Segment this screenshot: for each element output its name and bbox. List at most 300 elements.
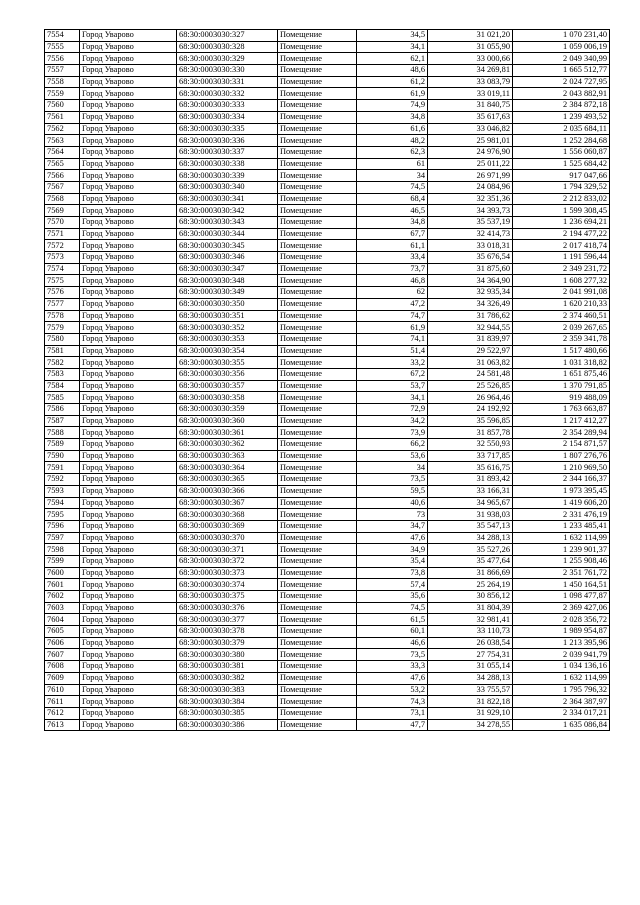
area-cell: 34,1: [357, 41, 428, 53]
settlement-cell: Город Уварово: [80, 544, 177, 556]
cadastral-number-cell: 68:30:0003030:353: [177, 333, 278, 345]
row-number-cell: 7595: [45, 509, 80, 521]
area-cell: 47,6: [357, 532, 428, 544]
settlement-cell: Город Уварово: [80, 707, 177, 719]
settlement-cell: Город Уварово: [80, 41, 177, 53]
area-cell: 61,9: [357, 322, 428, 334]
cadastral-value-cell: 1 632 114,99: [513, 532, 610, 544]
row-number-cell: 7609: [45, 672, 80, 684]
row-number-cell: 7607: [45, 649, 80, 661]
unit-value-cell: 35 527,26: [428, 544, 513, 556]
cadastral-value-cell: 1 236 694,21: [513, 217, 610, 229]
area-cell: 67,7: [357, 228, 428, 240]
row-number-cell: 7580: [45, 333, 80, 345]
cadastral-value-cell: 919 488,09: [513, 392, 610, 404]
row-number-cell: 7556: [45, 53, 80, 65]
object-type-cell: Помещение: [278, 240, 357, 252]
unit-value-cell: 31 938,03: [428, 509, 513, 521]
settlement-cell: Город Уварово: [80, 205, 177, 217]
unit-value-cell: 31 822,18: [428, 696, 513, 708]
object-type-cell: Помещение: [278, 65, 357, 77]
area-cell: 40,6: [357, 497, 428, 509]
area-cell: 35,6: [357, 591, 428, 603]
cadastral-value-cell: 2 017 418,74: [513, 240, 610, 252]
area-cell: 74,1: [357, 333, 428, 345]
settlement-cell: Город Уварово: [80, 404, 177, 416]
table-row: [45, 41, 610, 53]
table-row: [45, 123, 610, 135]
object-type-cell: Помещение: [278, 217, 357, 229]
area-cell: 59,5: [357, 485, 428, 497]
table-row: [45, 544, 610, 556]
unit-value-cell: 25 011,22: [428, 158, 513, 170]
settlement-cell: Город Уварово: [80, 275, 177, 287]
cadastral-number-cell: 68:30:0003030:356: [177, 368, 278, 380]
cadastral-value-cell: 1 239 493,52: [513, 111, 610, 123]
row-number-cell: 7584: [45, 380, 80, 392]
cadastral-value-cell: 2 351 761,72: [513, 567, 610, 579]
cadastral-value-cell: 1 098 477,87: [513, 591, 610, 603]
row-number-cell: 7608: [45, 661, 80, 673]
cadastral-number-cell: 68:30:0003030:337: [177, 146, 278, 158]
table-row: [45, 661, 610, 673]
cadastral-value-cell: 2 035 684,11: [513, 123, 610, 135]
cadastral-number-cell: 68:30:0003030:359: [177, 404, 278, 416]
table-body: [45, 30, 610, 731]
cadastral-value-cell: 1 763 663,87: [513, 404, 610, 416]
settlement-cell: Город Уварово: [80, 427, 177, 439]
object-type-cell: Помещение: [278, 252, 357, 264]
settlement-cell: Город Уварово: [80, 614, 177, 626]
row-number-cell: 7588: [45, 427, 80, 439]
row-number-cell: 7575: [45, 275, 80, 287]
settlement-cell: Город Уварово: [80, 415, 177, 427]
object-type-cell: Помещение: [278, 76, 357, 88]
row-number-cell: 7560: [45, 100, 80, 112]
settlement-cell: Город Уварово: [80, 357, 177, 369]
table-row: [45, 181, 610, 193]
cadastral-value-cell: 1 034 136,16: [513, 661, 610, 673]
table-row: [45, 205, 610, 217]
object-type-cell: Помещение: [278, 135, 357, 147]
area-cell: 33,2: [357, 357, 428, 369]
row-number-cell: 7613: [45, 719, 80, 731]
cadastral-value-cell: 1 210 969,50: [513, 462, 610, 474]
object-type-cell: Помещение: [278, 404, 357, 416]
cadastral-number-cell: 68:30:0003030:335: [177, 123, 278, 135]
object-type-cell: Помещение: [278, 41, 357, 53]
settlement-cell: Город Уварово: [80, 509, 177, 521]
area-cell: 46,5: [357, 205, 428, 217]
area-cell: 47,2: [357, 298, 428, 310]
object-type-cell: Помещение: [278, 661, 357, 673]
area-cell: 72,9: [357, 404, 428, 416]
cadastral-value-cell: 2 028 356,72: [513, 614, 610, 626]
settlement-cell: Город Уварово: [80, 520, 177, 532]
row-number-cell: 7589: [45, 439, 80, 451]
cadastral-number-cell: 68:30:0003030:339: [177, 170, 278, 182]
unit-value-cell: 24 976,90: [428, 146, 513, 158]
area-cell: 51,4: [357, 345, 428, 357]
row-number-cell: 7585: [45, 392, 80, 404]
cadastral-number-cell: 68:30:0003030:332: [177, 88, 278, 100]
settlement-cell: Город Уварово: [80, 123, 177, 135]
table-row: [45, 298, 610, 310]
cadastral-value-cell: 1 450 164,51: [513, 579, 610, 591]
settlement-cell: Город Уварово: [80, 193, 177, 205]
object-type-cell: Помещение: [278, 649, 357, 661]
row-number-cell: 7594: [45, 497, 80, 509]
unit-value-cell: 34 278,55: [428, 719, 513, 731]
row-number-cell: 7587: [45, 415, 80, 427]
unit-value-cell: 33 019,11: [428, 88, 513, 100]
settlement-cell: Город Уварово: [80, 439, 177, 451]
row-number-cell: 7558: [45, 76, 80, 88]
table-row: [45, 602, 610, 614]
object-type-cell: Помещение: [278, 193, 357, 205]
settlement-cell: Город Уварово: [80, 76, 177, 88]
object-type-cell: Помещение: [278, 53, 357, 65]
object-type-cell: Помещение: [278, 228, 357, 240]
row-number-cell: 7602: [45, 591, 80, 603]
table-row: [45, 53, 610, 65]
table-row: [45, 485, 610, 497]
unit-value-cell: 31 786,62: [428, 310, 513, 322]
row-number-cell: 7597: [45, 532, 80, 544]
cadastral-number-cell: 68:30:0003030:373: [177, 567, 278, 579]
cadastral-value-cell: 1 599 308,45: [513, 205, 610, 217]
cadastral-value-cell: 2 349 231,72: [513, 263, 610, 275]
unit-value-cell: 34 393,73: [428, 205, 513, 217]
object-type-cell: Помещение: [278, 415, 357, 427]
unit-value-cell: 31 840,75: [428, 100, 513, 112]
cadastral-value-cell: 1 556 060,87: [513, 146, 610, 158]
row-number-cell: 7590: [45, 450, 80, 462]
table-row: [45, 427, 610, 439]
settlement-cell: Город Уварово: [80, 263, 177, 275]
settlement-cell: Город Уварово: [80, 719, 177, 731]
row-number-cell: 7578: [45, 310, 80, 322]
table-row: [45, 135, 610, 147]
object-type-cell: Помещение: [278, 181, 357, 193]
cadastral-number-cell: 68:30:0003030:367: [177, 497, 278, 509]
cadastral-value-cell: 1 608 277,32: [513, 275, 610, 287]
table-row: [45, 100, 610, 112]
cadastral-value-cell: 2 334 017,21: [513, 707, 610, 719]
settlement-cell: Город Уварово: [80, 181, 177, 193]
object-type-cell: Помещение: [278, 555, 357, 567]
object-type-cell: Помещение: [278, 392, 357, 404]
cadastral-number-cell: 68:30:0003030:328: [177, 41, 278, 53]
settlement-cell: Город Уварово: [80, 287, 177, 299]
row-number-cell: 7600: [45, 567, 80, 579]
unit-value-cell: 31 857,78: [428, 427, 513, 439]
cadastral-value-cell: 2 359 341,78: [513, 333, 610, 345]
row-number-cell: 7569: [45, 205, 80, 217]
unit-value-cell: 32 351,36: [428, 193, 513, 205]
row-number-cell: 7564: [45, 146, 80, 158]
object-type-cell: Помещение: [278, 532, 357, 544]
area-cell: 34,1: [357, 392, 428, 404]
settlement-cell: Город Уварово: [80, 298, 177, 310]
cadastral-number-cell: 68:30:0003030:342: [177, 205, 278, 217]
settlement-cell: Город Уварово: [80, 100, 177, 112]
cadastral-number-cell: 68:30:0003030:336: [177, 135, 278, 147]
object-type-cell: Помещение: [278, 298, 357, 310]
row-number-cell: 7568: [45, 193, 80, 205]
unit-value-cell: 33 110,73: [428, 626, 513, 638]
row-number-cell: 7612: [45, 707, 80, 719]
unit-value-cell: 31 839,97: [428, 333, 513, 345]
object-type-cell: Помещение: [278, 637, 357, 649]
area-cell: 48,6: [357, 65, 428, 77]
cadastral-number-cell: 68:30:0003030:376: [177, 602, 278, 614]
cadastral-number-cell: 68:30:0003030:334: [177, 111, 278, 123]
unit-value-cell: 31 875,60: [428, 263, 513, 275]
object-type-cell: Помещение: [278, 719, 357, 731]
cadastral-number-cell: 68:30:0003030:380: [177, 649, 278, 661]
row-number-cell: 7557: [45, 65, 80, 77]
row-number-cell: 7570: [45, 217, 80, 229]
row-number-cell: 7611: [45, 696, 80, 708]
row-number-cell: 7576: [45, 287, 80, 299]
cadastral-number-cell: 68:30:0003030:333: [177, 100, 278, 112]
row-number-cell: 7555: [45, 41, 80, 53]
area-cell: 73,1: [357, 707, 428, 719]
settlement-cell: Город Уварово: [80, 170, 177, 182]
cadastral-value-cell: 1 239 901,37: [513, 544, 610, 556]
cadastral-number-cell: 68:30:0003030:383: [177, 684, 278, 696]
object-type-cell: Помещение: [278, 170, 357, 182]
cadastral-value-cell: 1 794 329,52: [513, 181, 610, 193]
cadastral-value-cell: 1 059 006,19: [513, 41, 610, 53]
table-row: [45, 649, 610, 661]
object-type-cell: Помещение: [278, 287, 357, 299]
object-type-cell: Помещение: [278, 88, 357, 100]
table-row: [45, 532, 610, 544]
object-type-cell: Помещение: [278, 474, 357, 486]
table-row: [45, 591, 610, 603]
cadastral-number-cell: 68:30:0003030:343: [177, 217, 278, 229]
cadastral-number-cell: 68:30:0003030:386: [177, 719, 278, 731]
cadastral-value-cell: 1 989 954,87: [513, 626, 610, 638]
cadastral-number-cell: 68:30:0003030:372: [177, 555, 278, 567]
area-cell: 73,5: [357, 649, 428, 661]
cadastral-value-cell: 1 070 231,40: [513, 30, 610, 42]
area-cell: 62: [357, 287, 428, 299]
table-row: [45, 146, 610, 158]
settlement-cell: Город Уварово: [80, 497, 177, 509]
cadastral-value-cell: 2 374 460,51: [513, 310, 610, 322]
unit-value-cell: 33 166,31: [428, 485, 513, 497]
unit-value-cell: 31 021,20: [428, 30, 513, 42]
settlement-cell: Город Уварово: [80, 661, 177, 673]
settlement-cell: Город Уварово: [80, 591, 177, 603]
object-type-cell: Помещение: [278, 380, 357, 392]
area-cell: 61,9: [357, 88, 428, 100]
table-row: [45, 333, 610, 345]
unit-value-cell: 25 981,01: [428, 135, 513, 147]
unit-value-cell: 27 754,31: [428, 649, 513, 661]
cadastral-number-cell: 68:30:0003030:345: [177, 240, 278, 252]
settlement-cell: Город Уварово: [80, 696, 177, 708]
row-number-cell: 7596: [45, 520, 80, 532]
object-type-cell: Помещение: [278, 567, 357, 579]
cadastral-value-cell: 1 807 276,76: [513, 450, 610, 462]
object-type-cell: Помещение: [278, 579, 357, 591]
row-number-cell: 7592: [45, 474, 80, 486]
unit-value-cell: 26 971,99: [428, 170, 513, 182]
settlement-cell: Город Уварово: [80, 310, 177, 322]
unit-value-cell: 32 550,93: [428, 439, 513, 451]
table-row: [45, 555, 610, 567]
row-number-cell: 7606: [45, 637, 80, 649]
row-number-cell: 7567: [45, 181, 80, 193]
cadastral-number-cell: 68:30:0003030:357: [177, 380, 278, 392]
settlement-cell: Город Уварово: [80, 252, 177, 264]
object-type-cell: Помещение: [278, 520, 357, 532]
area-cell: 73,8: [357, 567, 428, 579]
table-row: [45, 193, 610, 205]
cadastral-number-cell: 68:30:0003030:381: [177, 661, 278, 673]
row-number-cell: 7586: [45, 404, 80, 416]
cadastral-number-cell: 68:30:0003030:349: [177, 287, 278, 299]
table-row: [45, 357, 610, 369]
area-cell: 61,1: [357, 240, 428, 252]
row-number-cell: 7583: [45, 368, 80, 380]
area-cell: 53,2: [357, 684, 428, 696]
settlement-cell: Город Уварово: [80, 637, 177, 649]
cadastral-number-cell: 68:30:0003030:362: [177, 439, 278, 451]
settlement-cell: Город Уварово: [80, 30, 177, 42]
area-cell: 34,7: [357, 520, 428, 532]
table-row: [45, 672, 610, 684]
table-row: [45, 520, 610, 532]
unit-value-cell: 32 414,73: [428, 228, 513, 240]
row-number-cell: 7579: [45, 322, 80, 334]
cadastral-value-cell: 1 031 318,82: [513, 357, 610, 369]
table-row: [45, 217, 610, 229]
cadastral-number-cell: 68:30:0003030:350: [177, 298, 278, 310]
unit-value-cell: 32 935,34: [428, 287, 513, 299]
settlement-cell: Город Уварово: [80, 567, 177, 579]
settlement-cell: Город Уварово: [80, 333, 177, 345]
unit-value-cell: 33 046,82: [428, 123, 513, 135]
area-cell: 34,2: [357, 415, 428, 427]
cadastral-number-cell: 68:30:0003030:361: [177, 427, 278, 439]
unit-value-cell: 34 288,13: [428, 672, 513, 684]
table-row: [45, 707, 610, 719]
object-type-cell: Помещение: [278, 205, 357, 217]
cadastral-number-cell: 68:30:0003030:384: [177, 696, 278, 708]
area-cell: 66,2: [357, 439, 428, 451]
unit-value-cell: 31 055,14: [428, 661, 513, 673]
settlement-cell: Город Уварово: [80, 345, 177, 357]
area-cell: 57,4: [357, 579, 428, 591]
cadastral-value-cell: 1 419 606,20: [513, 497, 610, 509]
object-type-cell: Помещение: [278, 672, 357, 684]
row-number-cell: 7582: [45, 357, 80, 369]
table-row: [45, 462, 610, 474]
object-type-cell: Помещение: [278, 100, 357, 112]
table-row: [45, 111, 610, 123]
table-row: [45, 567, 610, 579]
cadastral-number-cell: 68:30:0003030:369: [177, 520, 278, 532]
cadastral-value-cell: 2 039 267,65: [513, 322, 610, 334]
cadastral-value-cell: 1 620 210,33: [513, 298, 610, 310]
row-number-cell: 7562: [45, 123, 80, 135]
settlement-cell: Город Уварово: [80, 485, 177, 497]
settlement-cell: Город Уварово: [80, 649, 177, 661]
row-number-cell: 7605: [45, 626, 80, 638]
settlement-cell: Город Уварово: [80, 322, 177, 334]
table-row: [45, 450, 610, 462]
cadastral-value-cell: 1 213 395,96: [513, 637, 610, 649]
area-cell: 53,7: [357, 380, 428, 392]
table-row: [45, 509, 610, 521]
table-row: [45, 684, 610, 696]
settlement-cell: Город Уварово: [80, 474, 177, 486]
row-number-cell: 7572: [45, 240, 80, 252]
object-type-cell: Помещение: [278, 310, 357, 322]
unit-value-cell: 35 596,85: [428, 415, 513, 427]
row-number-cell: 7591: [45, 462, 80, 474]
table-row: [45, 322, 610, 334]
object-type-cell: Помещение: [278, 345, 357, 357]
cadastral-value-cell: 2 039 941,79: [513, 649, 610, 661]
settlement-cell: Город Уварово: [80, 158, 177, 170]
cadastral-number-cell: 68:30:0003030:338: [177, 158, 278, 170]
settlement-cell: Город Уварово: [80, 392, 177, 404]
settlement-cell: Город Уварово: [80, 579, 177, 591]
cadastral-value-cell: 2 331 476,19: [513, 509, 610, 521]
object-type-cell: Помещение: [278, 111, 357, 123]
cadastral-number-cell: 68:30:0003030:330: [177, 65, 278, 77]
unit-value-cell: 34 965,67: [428, 497, 513, 509]
row-number-cell: 7563: [45, 135, 80, 147]
row-number-cell: 7599: [45, 555, 80, 567]
cadastral-value-cell: 2 212 833,02: [513, 193, 610, 205]
unit-value-cell: 31 055,90: [428, 41, 513, 53]
settlement-cell: Город Уварово: [80, 135, 177, 147]
cadastral-number-cell: 68:30:0003030:346: [177, 252, 278, 264]
object-type-cell: Помещение: [278, 614, 357, 626]
row-number-cell: 7554: [45, 30, 80, 42]
settlement-cell: Город Уварово: [80, 228, 177, 240]
cadastral-value-cell: 2 384 872,18: [513, 100, 610, 112]
area-cell: 48,2: [357, 135, 428, 147]
area-cell: 34,8: [357, 217, 428, 229]
cadastral-value-cell: 1 252 284,68: [513, 135, 610, 147]
settlement-cell: Город Уварово: [80, 532, 177, 544]
cadastral-value-cell: 1 635 086,84: [513, 719, 610, 731]
unit-value-cell: 26 038,54: [428, 637, 513, 649]
cadastral-number-cell: 68:30:0003030:348: [177, 275, 278, 287]
cadastral-number-cell: 68:30:0003030:370: [177, 532, 278, 544]
area-cell: 73,9: [357, 427, 428, 439]
unit-value-cell: 34 288,13: [428, 532, 513, 544]
unit-value-cell: 35 537,19: [428, 217, 513, 229]
unit-value-cell: 25 526,85: [428, 380, 513, 392]
cadastral-number-cell: 68:30:0003030:354: [177, 345, 278, 357]
object-type-cell: Помещение: [278, 275, 357, 287]
unit-value-cell: 33 755,57: [428, 684, 513, 696]
object-type-cell: Помещение: [278, 450, 357, 462]
area-cell: 47,6: [357, 672, 428, 684]
cadastral-value-cell: 1 525 684,42: [513, 158, 610, 170]
settlement-cell: Город Уварово: [80, 368, 177, 380]
area-cell: 61,2: [357, 76, 428, 88]
